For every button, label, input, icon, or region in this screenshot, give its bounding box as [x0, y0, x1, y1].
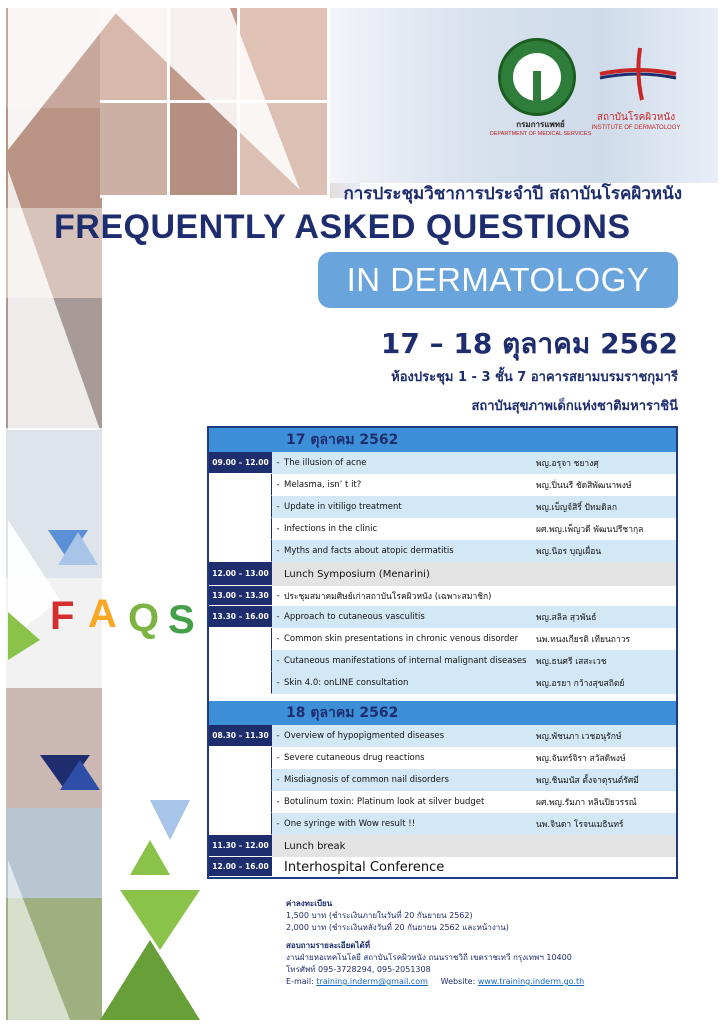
- session-time: 12.00 – 13.00: [209, 562, 272, 586]
- schedule-row: [209, 791, 676, 813]
- dept-th: กรมการแพทย์: [516, 120, 565, 129]
- department-label: [488, 118, 593, 137]
- session-time: 08.30 – 11.30: [209, 725, 272, 747]
- fee-early: 1,500 บาท (ชำระเงินภายในวันที่ 20 กันยายน 2562): [286, 911, 473, 920]
- session-topic: Common skin presentations in chronic venous disorder: [284, 634, 519, 644]
- schedule-row: [209, 835, 676, 857]
- session-speaker: พญ.ธนศรี เสสะเวช: [536, 657, 607, 667]
- schedule-row: [209, 769, 676, 791]
- session-topic: Lunch break: [284, 840, 346, 852]
- session-time: 12.00 – 16.00: [209, 857, 272, 877]
- session-time: 11.30 – 12.00: [209, 835, 272, 857]
- session-topic: Severe cutaneous drug reactions: [284, 753, 425, 763]
- schedule-row: [209, 562, 676, 586]
- session-speaker: นพ.ทนงเกียรติ เทียนถาวร: [536, 635, 631, 645]
- session-topic: Cutaneous manifestations of internal malignant diseases: [284, 656, 527, 666]
- session-topic: Approach to cutaneous vasculitis: [284, 612, 425, 622]
- session-time: [209, 474, 272, 496]
- session-topic: Misdiagnosis of common nail disorders: [284, 775, 449, 785]
- faq-letter-f: F: [50, 594, 75, 638]
- session-time: [209, 496, 272, 518]
- website-link[interactable]: www.training.inderm.go.th: [477, 977, 585, 986]
- session-topic: ประชุมสมาคมศิษย์เก่าสถาบันโรคผิวหนัง (เฉพาะสมาชิก): [284, 592, 492, 602]
- day2-header: 18 ตุลาคม 2562: [209, 701, 676, 725]
- session-topic: Myths and facts about atopic dermatitis: [284, 546, 454, 556]
- schedule-row: [209, 813, 676, 835]
- session-topic: Lunch Symposium (Menarini): [284, 568, 430, 580]
- session-time: 09.00 – 12.00: [209, 452, 272, 474]
- bullet-dash: -: [276, 753, 280, 763]
- session-topic: Botulinum toxin: Platinum look at silver budget: [284, 797, 485, 807]
- session-time: [209, 628, 272, 650]
- bullet-dash: -: [276, 819, 280, 829]
- schedule-row: [209, 628, 676, 650]
- faqs-illustration: [48, 588, 203, 658]
- bullet-dash: -: [276, 480, 280, 490]
- fee-heading: ค่าลงทะเบียน: [286, 899, 333, 908]
- contact-heading: สอบถามรายละเอียดได้ที่: [286, 941, 370, 950]
- dept-en: DEPARTMENT OF MEDICAL SERVICES: [489, 131, 592, 137]
- contact-phone: โทรศัพท์ 095-3728294, 095-2051308: [286, 965, 431, 974]
- session-speaker: พญ.เบ็ญจ์สิริ์ ปัทมดิลก: [536, 503, 618, 513]
- bullet-dash: -: [276, 634, 280, 644]
- subtitle-pill: IN DERMATOLOGY: [318, 252, 678, 308]
- schedule-row: [209, 452, 676, 474]
- bullet-dash: -: [276, 797, 280, 807]
- session-topic: Skin 4.0: onLINE consultation: [284, 678, 409, 688]
- session-topic: Interhospital Conference: [284, 859, 445, 875]
- contact-links: [286, 976, 686, 988]
- session-time: [209, 672, 272, 694]
- venue-room: ห้องประชุม 1 - 3 ชั้น 7 อาคารสยามบรมราชกุมารี: [391, 370, 678, 385]
- bullet-dash: -: [276, 546, 280, 556]
- inst-th: สถาบันโรคผิวหนัง: [596, 112, 676, 123]
- session-speaker: พญ.นิอร บุญเผื่อน: [536, 547, 602, 557]
- bullet-dash: -: [276, 775, 280, 785]
- bullet-dash: -: [276, 656, 280, 666]
- session-speaker: ผศ.พญ.เพ็ญวดี พัฒนปรีชากุล: [536, 525, 644, 535]
- fee-late: 2,000 บาท (ชำระเงินหลังวันที่ 20 กันยายน 2562 และหน้างาน): [286, 923, 509, 932]
- conference-date: 17 – 18 ตุลาคม 2562: [380, 327, 678, 360]
- schedule-table: [207, 426, 678, 879]
- schedule-row: [209, 586, 676, 606]
- contact-address: งานฝ่ายหอเทคโนโลยี สถาบันโรคผิวหนัง ถนนราชวิถี เขตราชเทวี กรุงเทพฯ 10400: [286, 953, 572, 962]
- faq-letter-s: S: [168, 598, 195, 642]
- moph-logo: [498, 38, 576, 116]
- schedule-row: [209, 606, 676, 628]
- session-speaker: ผศ.พญ.รัมภา หลินปิยวรรณ์: [536, 798, 637, 808]
- schedule-row: [209, 672, 676, 694]
- session-speaker: พญ.สลิล สุวพันธ์: [536, 613, 597, 623]
- bullet-dash: -: [276, 591, 280, 601]
- session-topic: Update in vitiligo treatment: [284, 502, 402, 512]
- session-time: [209, 791, 272, 813]
- schedule-row: [209, 540, 676, 562]
- session-speaker: พญ.ปิ่นนรี ชัดสิพัฒนาพงษ์: [536, 481, 632, 491]
- bullet-dash: -: [276, 524, 280, 534]
- session-time: [209, 540, 272, 562]
- schedule-row: [209, 857, 676, 877]
- session-time: 13.00 – 13.30: [209, 586, 272, 606]
- bullet-dash: -: [276, 612, 280, 622]
- schedule-row: [209, 650, 676, 672]
- schedule-row: [209, 725, 676, 747]
- inst-en: INSTITUTE OF DERMATOLOGY: [591, 125, 681, 131]
- session-time: [209, 769, 272, 791]
- bullet-dash: -: [276, 678, 280, 688]
- schedule-row: [209, 496, 676, 518]
- schedule-row: [209, 474, 676, 496]
- session-time: [209, 747, 272, 769]
- email-link[interactable]: training.inderm@gmail.com: [316, 977, 428, 986]
- bullet-dash: -: [276, 502, 280, 512]
- main-title: FREQUENTLY ASKED QUESTIONS: [54, 208, 631, 246]
- faq-letter-q: Q: [128, 596, 160, 640]
- faq-letter-a: A: [88, 592, 117, 636]
- session-time: [209, 518, 272, 540]
- session-speaker: พญ.จันทร์จิรา สวัสดิพงษ์: [536, 754, 626, 764]
- session-time: 13.30 – 16.00: [209, 606, 272, 628]
- venue-building: สถาบันสุขภาพเด็กแห่งชาติมหาราชินี: [471, 399, 678, 414]
- session-speaker: พญ.พัชนภา เวชอนุรักษ์: [536, 732, 622, 742]
- session-topic: Overview of hypopigmented diseases: [284, 731, 445, 741]
- session-speaker: นพ.จินดา โรจนเมธินทร์: [536, 820, 624, 830]
- session-speaker: พญ.อรยา กว้างสุขสถิตย์: [536, 679, 625, 689]
- bullet-dash: -: [276, 731, 280, 741]
- session-topic: Infections in the clinic: [284, 524, 378, 534]
- schedule-row: [209, 747, 676, 769]
- email-label: E-mail:: [286, 977, 314, 986]
- institute-logo-icon: [596, 44, 680, 104]
- registration-info: [286, 898, 686, 988]
- day1-header: 17 ตุลาคม 2562: [209, 428, 676, 452]
- session-topic: The illusion of acne: [284, 458, 367, 468]
- bullet-dash: -: [276, 458, 280, 468]
- session-topic: One syringe with Wow result !!: [284, 819, 416, 829]
- session-time: [209, 813, 272, 835]
- session-time: [209, 650, 272, 672]
- schedule-row: [209, 518, 676, 540]
- website-label: Website:: [440, 977, 476, 986]
- institute-label: [586, 110, 686, 131]
- session-speaker: พญ.อรุจา ชยางศุ: [536, 459, 599, 469]
- session-topic: Melasma, isn’ t it?: [284, 480, 362, 490]
- conference-title-th: การประชุมวิชาการประจำปี สถาบันโรคผิวหนัง: [343, 184, 682, 204]
- session-speaker: พญ.ชินมนัส ตั้งจาตุรนต์รัศมี: [536, 776, 639, 786]
